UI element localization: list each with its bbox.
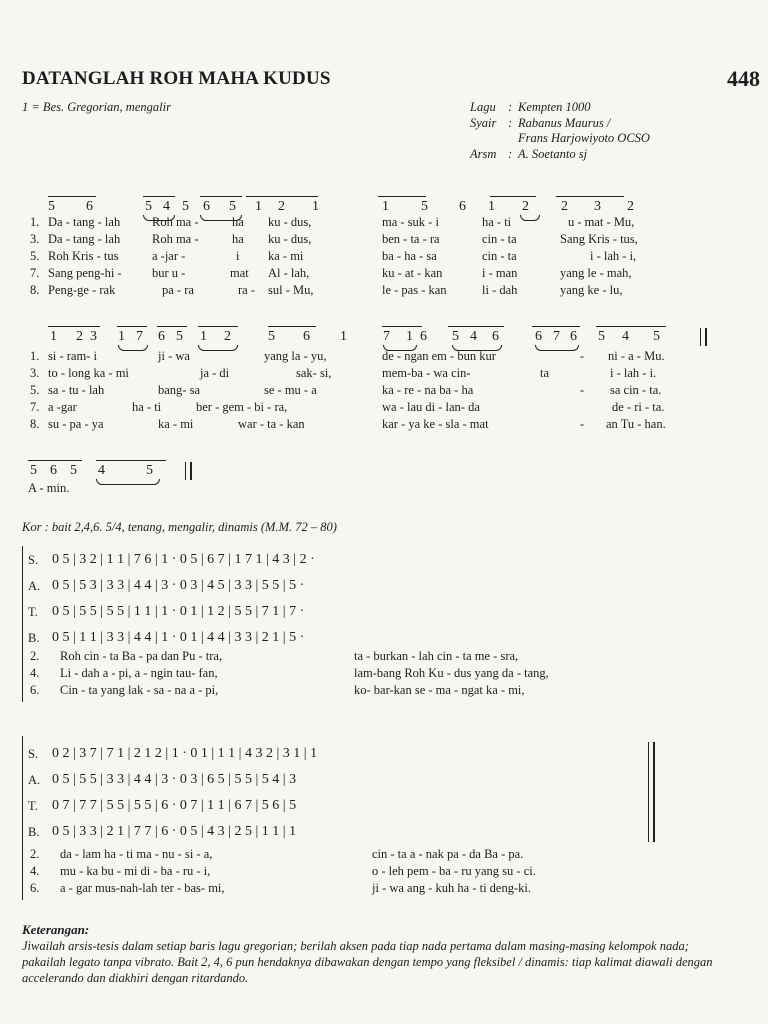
song-number: 448 — [727, 66, 760, 91]
kor-lyrics-1: 2. Roh cin - ta Ba - pa dan Pu - tra, ta - burkan - lah cin - ta me - sra, 4. Li - dah a - pi, a - ngin tau- fan, lam-bang Roh Ku - dus yang da - tang, 6. Cin - ta yang lak - sa - na a - pi, ko- bar-kan se - ma - ngat ka - mi, — [30, 649, 549, 697]
amen-lyric: A - min. — [28, 481, 70, 495]
credit-row: Lagu : Kempten 1000 — [470, 100, 591, 114]
credit-row: Syair : Rabanus Maurus / — [470, 115, 611, 130]
kor-lyrics-2: 2. da - lam ha - ti ma - nu - si - a, cin - ta a - nak pa - da Ba - pa. 4. mu - ka bu - mi di - ba - ru - i, o - leh pem - ba - ru yang su - ci. 6. a - gar mus-nah-lah ter - bas- mi, ji - wa ang - kuh ha - ti deng-ki. — [30, 847, 536, 895]
system-bracket — [22, 546, 23, 702]
credit-row: Arsm : A. Soetanto sj — [470, 146, 588, 161]
lyrics-verse-1: 1. si - ram- i ji - wa yang la - yu, de - ngan em - bun kur - ni - a - Mu. — [30, 349, 665, 363]
lyrics-verse-3: 3. Da - tang - lah Roh ma - ha ku - dus, ben - ta - ra cin - ta Sang Kris - tus, — [30, 232, 638, 246]
lyrics-verse-7: 7. Sang peng-hi - bur u - mat Al - lah, ku - at - kan i - man yang le - mah, — [30, 266, 632, 280]
lyrics-verse-8: 8. su - pa - ya ka - mi war - ta - kan kar - ya ke - sla - mat - an Tu - han. — [30, 417, 666, 431]
notes-row: 5 6 5 4 5 — [30, 463, 153, 478]
kor-bass-2: 0 5 | 3 3 | 2 1 | 7 7 | 6 · 0 5 | 4 3 | 2 5 | 1 1 | 1 — [52, 824, 297, 839]
kor-tenor-1: 0 5 | 5 5 | 5 5 | 1 1 | 1 · 0 1 | 1 2 | 5 5 | 7 1 | 7 · — [52, 604, 305, 619]
kor-soprano-1: 0 5 | 3 2 | 1 1 | 7 6 | 1 · 0 5 | 6 7 | 1 7 1 | 4 3 | 2 · — [52, 552, 315, 567]
kor-bass-1: 0 5 | 1 1 | 3 3 | 4 4 | 1 · 0 1 | 4 4 | 3 3 | 2 1 | 5 · — [52, 630, 305, 645]
kor-tenor-2: 0 7 | 7 7 | 5 5 | 5 5 | 6 · 0 7 | 1 1 | 6 7 | 5 6 | 5 — [52, 798, 297, 813]
lyrics-verse-5: 5. Roh Kris - tus a -jar - i ka - mi ba - ha - sa cin - ta i - lah - i, — [30, 249, 637, 263]
lyrics-verse-8: 8. Peng-ge - rak pa - ra ra - sul - Mu, le - pas - kan li - dah yang ke - lu, — [30, 283, 623, 297]
lyrics-verse-7: 7. a -gar ha - ti ber - gem - bi - ra, wa - lau di - lan- da de - ri - ta. — [30, 400, 665, 414]
kor-voices-2: S. A. T. B. — [28, 747, 41, 839]
notes-row: 5 6 5 4 5 6 5 1 2 1 1 5 6 1 2 2 3 2 — [48, 199, 634, 214]
lyrics-verse-1: 1. Da - tang - lah Roh ma - ha ku - dus, ma - suk - i ha - ti u - mat - Mu, — [30, 215, 635, 229]
notes-row: 1 2 3 1 7 6 5 1 2 5 6 1 7 1 6 5 4 6 6 7 6 5 4 5 — [50, 329, 660, 344]
kor-voices-1: S. A. T. B. — [28, 553, 41, 645]
song-title: DATANGLAH ROH MAHA KUDUS — [22, 68, 331, 89]
kor-alto-2: 0 5 | 5 5 | 3 3 | 4 4 | 3 · 0 3 | 6 5 | 5 5 | 5 4 | 3 — [52, 772, 297, 787]
credit-row: Frans Harjowiyoto OCSO — [518, 131, 650, 145]
key-and-tempo: 1 = Bes. Gregorian, mengalir — [22, 100, 171, 114]
notes-text: Jiwailah arsis-tesis dalam setiap baris lagu gregorian; berilah aksen pada tiap nada pertama dalam masing-masing kelompok nada; pakailah legato tanpa vibrato. Bait 2, 4, 6 pun hendaknya dibawakan dengan tempo yang fleksibel / dinamis: tiap kalimat diawali dengan accelerando dan diakhiri dengan ritardando. — [22, 939, 713, 985]
lyrics-verse-5: 5. sa - tu - lah bang- sa se - mu - a ka - re - na ba - ha - sa cin - ta. — [30, 383, 662, 397]
lyrics-verse-3: 3. to - long ka - mi ja - di sak- si, mem-ba - wa cin- ta i - lah - i. — [30, 366, 657, 380]
kor-label: Kor : bait 2,4,6. 5/4, tenang, mengalir, dinamis (M.M. 72 – 80) — [22, 520, 337, 534]
credits — [470, 100, 650, 162]
kor-alto-1: 0 5 | 5 3 | 3 3 | 4 4 | 3 · 0 3 | 4 5 | 3 3 | 5 5 | 5 · — [52, 578, 305, 593]
notes-heading: Keterangan: — [22, 922, 90, 937]
kor-soprano-2: 0 2 | 3 7 | 7 1 | 2 1 2 | 1 · 0 1 | 1 1 | 4 3 2 | 3 1 | 1 — [52, 746, 318, 761]
